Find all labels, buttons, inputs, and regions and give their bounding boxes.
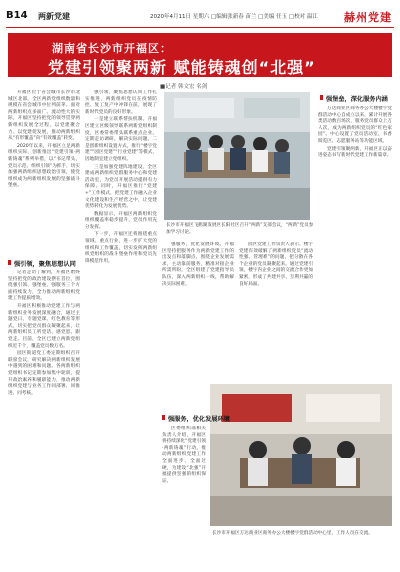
paragraph: 区委组织部相关负责人介绍，开福区将持续深化“党建引领·两新铸魂”行动，推动两新组织党建工作全面进步、全面过硬，为建设“北强”开福提供坚强的组织保证。 (162, 426, 206, 484)
byline: ■记者 韩文宏 名剑 (160, 84, 208, 90)
article-column-5 (318, 106, 392, 380)
paragraph: 三是加强党建阵地建设。全区建成两新组织党群服务中心和党建活动室，为党员开展活动提供有力保障。同时，开福区推行“党建+”工作模式，把党建工作融入企业文化建设和生产经营之中，让党建优势转化为发展优势。 (85, 164, 157, 210)
photo-meeting-image (164, 92, 310, 220)
brand-logo: 赫州党建 (344, 11, 392, 24)
article-column-1b (8, 270, 80, 560)
subhead-marker (162, 415, 165, 420)
paragraph: 记者走访了解到，开福区始终坚持把党的政治建设摆在首位，围绕强引领、强堡垒、强服务三个方面持续发力，全力推动两新组织党建工作提质增效。 (8, 270, 80, 302)
subhead-marker (320, 95, 323, 100)
article-column-2 (85, 90, 157, 560)
paragraph: 2020年以来，开福区立足两新组织实际，创新推出“党建引领·两新铸魂”系列举措，以“书记带头、党员示范、组织引领”为抓手，切实加强两新组织思想政治引领，使党组织成为两新组织发展的坚强战斗堡垒。 (8, 143, 80, 189)
paragraph: 一是建立联系帮扶机制。开福区建立区级领导联系两新党组织制度，区委常委带头联系重点企业，定期走访调研、解决实际问题。二是创新组织设置方式，推行“楼宇党建”“园区党建”“行业党建”等模式，因地制宜建立党组织。 (85, 117, 157, 162)
section-name: 两新党建 (38, 12, 70, 21)
photo-office (210, 384, 392, 526)
page-number: B14 (6, 10, 28, 21)
paragraph: 强服务，优化发展环境。开福区坚持把服务作为两新党建工作的出发点和落脚点，围绕企业发展需求，主动靠前服务，精准对接企业所需所盼。全区组建了党建指导员队伍，深入两新组织一线，帮助解决实际困难。 (162, 242, 234, 287)
subhead-strong-guidance: 强引领，聚焦思想认同 (14, 261, 76, 268)
header-rule (6, 27, 394, 28)
photo-meeting-caption: 长沙市开福区飞鹤湖发展区长阳社区召开“两新”支部会议，“两新”党员参加学习讨论。 (166, 223, 314, 235)
photo-meeting (164, 92, 310, 220)
page-header (0, 0, 400, 30)
subhead-marker (8, 260, 11, 265)
subhead-strong-service: 强服务，优化发展环境 (168, 416, 230, 423)
paragraph: 万达商业区商务办公大楼楼宇党群活动中心自成立以来，累计开展各类活动数百场次，服务党员群众上万人次，成为两新组织党员的“红色家园”。中心设置了党员活动室、书香阅览区、志愿服务站等功能区域。 (318, 106, 392, 144)
article-column-3a (162, 242, 234, 410)
photo-office-caption: 长沙市开福区万达商业区商务办公大楼楼宇党群活动中心里，工作人员在交流。 (212, 531, 373, 536)
subhead-strong-堡垒: 强堡垒，深化服务内涵 (326, 96, 388, 103)
article-column-4 (239, 242, 313, 380)
paragraph: 开福区积极推动党建工作与两新组织业务发展深度融合，通过主题党日、专题党课、红色教育等形式，切实把党员群众凝聚起来，让两新组织员工听党话、感党恩、跟党走。目前，全区已建立两新党组织近千个，覆盖党员数万名。 (8, 303, 80, 349)
article-column-1a (8, 90, 80, 254)
paragraph: 园区街道党工委定期组织召开联席会议，研究解决两新组织发展中遇到的困难和问题。各两新组织党组织书记定期参加集中轮训，提升政治素养和履职能力，推动两新组织党建与业务工作同部署、同推进、同考核。 (8, 351, 80, 396)
date-line: 2020年4月11日 星期六 □编辑张新春 苗兰 □美编 任玉 □校对 温江 (150, 14, 318, 20)
photo-office-image (210, 384, 392, 526)
paragraph: 开福区位于省会城市长沙市北城区北部，全区两新党组织数量和规模在省会城市中位列前茅。面对两新组织点多面广、流动性大的实际，开福区坚持把党的领导贯穿两新组织发展全过程，以党建聚合力、以党建促发展，推动两新组织从“有形覆盖”向“有效覆盖”转变。 (8, 90, 80, 142)
headline-kicker: 湖南省长沙市开福区： (52, 42, 172, 55)
paragraph: 数据显示，开福区两新组织党组织覆盖率稳步提升，党员作用充分发挥。 (85, 211, 157, 230)
article-column-3b (162, 426, 206, 560)
paragraph: 党建引领聚两新，开福区正以奋进姿态书写新时代党建工作新篇章。 (318, 146, 392, 159)
paragraph: 园区党建工作负责人表示，楼宇党建有效破解了两新组织党员“流动性强、管理难”的问题，把分散在各个企业的党员凝聚起来。通过党建引领，楼宇内企业之间的交流合作更加紧密，形成了共建共享、互利共赢的良好局面。 (239, 242, 313, 287)
headline-main: 党建引领聚两新 赋能铸魂创“北强” (48, 58, 316, 77)
paragraph: 下一步，开福区还将围绕重点领域、重点行业，进一步扩大党的组织和工作覆盖，切实发挥两新组织党组织的战斗堡垒作用和党员先锋模范作用。 (85, 232, 157, 264)
paragraph: 强引领，聚焦思想认同工作扎实推进，两新组织党员在疫情防控、复工复产中冲锋在前，展现了新时代党员的良好形象。 (85, 90, 157, 115)
